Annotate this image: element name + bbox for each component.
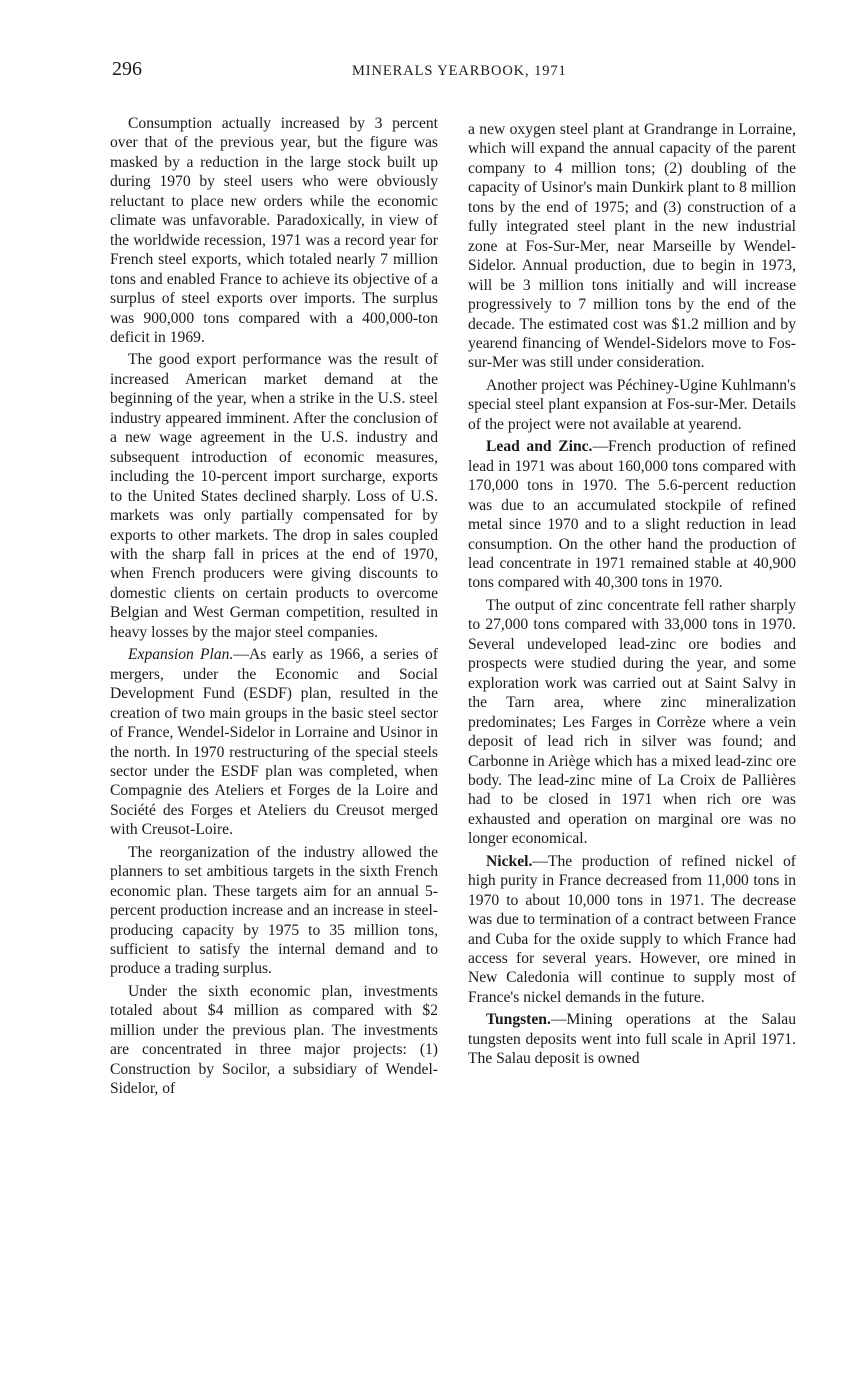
section-text: —French production of refined lead in 1971 was about 160,000 tons compared with 170,000 tons in 1970. The 5.6-percent reduction was due to an accumulated stockpile of refined metal since 1970 and to a slight reduction in lead consumption. On the other hand the production of lead concentrate in 1971 remained stable at 40,900 tons compared with 40,300 tons in 1970. <box>468 438 796 592</box>
right-column <box>468 120 796 1069</box>
section-text: —As early as 1966, a series of mergers, under the Economic and Social Development Fund (ESDF) plan, resulted in the creation of two main groups in the basic steel sector of France, Wendel-Sidelor in Lorraine and Usinor in the north. In 1970 restructuring of the special steels sector under the ESDF plan was completed, when Compagnie des Ateliers et Forges de la Loire and Société des Forges et Ateliers du Creusot merged with Creusot-Loire. <box>110 646 438 839</box>
page-number: 296 <box>112 58 142 80</box>
left-column <box>110 114 438 1099</box>
section-text: —The production of refined nickel of high purity in France decreased from 11,000 tons in 1970 to about 10,000 tons in 1971. The decrease was due to termination of a contract between France and Cuba for the oxide supply to which France had access for several years. However, ore mined in New Caledonia will continue to supply most of France's nickel demands in the future. <box>468 852 796 1006</box>
paragraph: Consumption actually increased by 3 percent over that of the previous year, but the figure was masked by a reduction in the large stock built up during 1970 by steel users who were obviously reluctant to place new orders while the economic climate was unfavorable. Paradoxically, in view of the worldwide recession, 1971 was a record year for French steel exports, which totaled nearly 7 million tons and enabled France to achieve its objective of a surplus of steel exports over imports. The surplus was 900,000 tons compared with a 400,000-ton deficit in 1969. <box>110 115 438 346</box>
section-heading: Lead and Zinc. <box>486 438 593 456</box>
paragraph-continuation: a new oxygen steel plant at Grandrange in Lorraine, which will expand the annual capacity of the parent company to 4 million tons; (2) doubling of the capacity of Usinor's main Dunkirk plant to 8 million tons by the end of 1975; and (3) construction of a fully integrated steel plant in the new industrial zone at Fos-Sur-Mer, near Marseille by Wendel-Sidelor. Annual production, due to begin in 1973, will be 3 million tons initially and will increase progressively to 7 million tons by the end of the decade. The estimated cost was $1.2 million and by yearend financing of Wendel-Sidelors move to Fos-sur-Mer was still under consideration. <box>468 121 796 372</box>
paragraph: The output of zinc concentrate fell rather sharply to 27,000 tons compared with 33,000 tons in 1970. Several undeveloped lead-zinc ore bodies and prospects were studied during the year, and some exploration work was carried out at Saint Salvy in the Tarn area, where zinc mineralization predominates; Les Farges in Corrèze where a vein deposit of lead rich in silver was found; and Carbonne in Ariège which has a mixed lead-zinc ore body. The lead-zinc mine of La Croix de Pallières had to be closed in 1971 when rich ore was exhausted and operation on marginal ore was no longer economical. <box>468 596 796 848</box>
section-heading: Tungsten. <box>486 1011 551 1029</box>
section-paragraph-nickel <box>468 852 796 1008</box>
section-paragraph-expansion-plan <box>110 645 438 840</box>
paragraph: The good export performance was the result of increased American market demand at the beginning of the year, when a strike in the U.S. steel industry appeared imminent. After the conclusion of a new wage agreement in the U.S. industry and subsequent introduction of economic measures, including the 10-percent import surcharge, exports to the United States declined sharply. Loss of U.S. markets was only partially compensated for by exports to other markets. The drop in sales coupled with the sharp fall in prices at the end of 1970, when French producers were giving discounts to domestic clients on certain products to overcome Belgian and West German competition, resulted in heavy losses by the major steel companies. <box>110 351 438 641</box>
section-text: —Mining operations at the Salau tungsten deposits went into full scale in April 1971. The Salau deposit is owned <box>468 1011 796 1068</box>
paragraph: Under the sixth economic plan, investments totaled about $4 million as compared with $2 million under the previous plan. The investments are concentrated in three major projects: (1) Construction by Socilor, a subsidiary of Wendel-Sidelor, of <box>110 982 438 1098</box>
section-paragraph-lead-zinc <box>468 437 796 593</box>
paragraph: Another project was Péchiney-Ugine Kuhlmann's special steel plant expansion at Fos-sur-Mer. Details of the project were not available at yearend. <box>468 376 796 433</box>
running-title: MINERALS YEARBOOK, 1971 <box>352 63 567 79</box>
section-heading: Expansion Plan. <box>128 646 234 664</box>
section-heading: Nickel. <box>486 852 533 870</box>
paragraph: The reorganization of the industry allowed the planners to set ambitious targets in the sixth French economic plan. These targets aim for an annual 5-percent production increase and an increase in steel-producing capacity by 1975 to 35 million tons, sufficient to satisfy the internal demand and to produce a trading surplus. <box>110 843 438 978</box>
section-paragraph-tungsten <box>468 1010 796 1068</box>
